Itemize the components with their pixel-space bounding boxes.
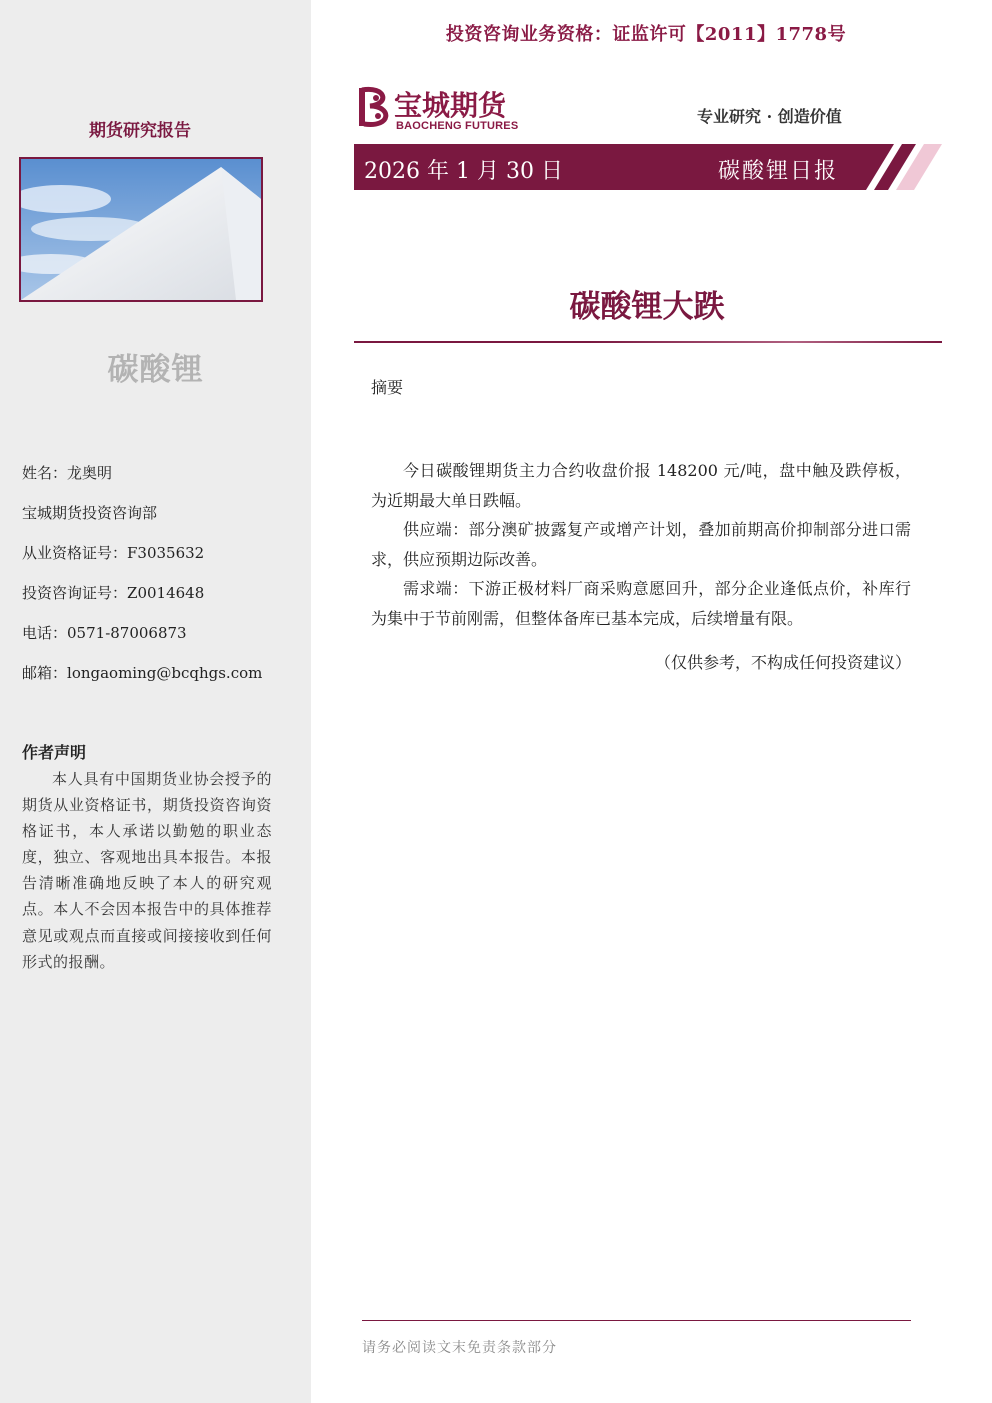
analyst-name: 姓名：龙奥明	[22, 464, 113, 482]
qualification-header: 投资咨询业务资格：证监许可【2011】1778号	[445, 24, 847, 45]
summary-paragraph: 今日碳酸锂期货主力合约收盘价报 148200 元/吨，盘中触及跌停板，为近期最大单日跌幅。	[371, 461, 911, 510]
headline-divider	[354, 341, 942, 343]
qualification-number: 从业资格证号：F3035632	[22, 544, 205, 562]
declaration-text: 本人具有中国期货业协会授予的期货从业资格证书，期货投资咨询资格证书，本人承诺以勤勉的职业态度，独立、客观地出具本报告。本报告清晰准确地反映了本人的研究观点。本人不会因本报告中的具体推荐意见或观点而直接或间接接收到任何形式的报酬。	[22, 770, 272, 971]
disclaimer-note: （仅供参考，不构成任何投资建议）	[654, 653, 911, 672]
demand-paragraph: 需求端：下游正极材料厂商采购意愿回升，部分企业逢低点价，补库行为集中于节前刚需，但整体备库已基本完成，后续增量有限。	[371, 579, 911, 628]
declaration-title: 作者声明	[22, 743, 87, 762]
cover-photo	[19, 157, 263, 302]
tagline: 专业研究 · 创造价值	[697, 107, 842, 126]
footer-divider	[362, 1320, 911, 1321]
email-link[interactable]: longaoming@bcqhgs.com	[67, 664, 263, 682]
headline: 碳酸锂大跌	[569, 289, 725, 325]
report-type: 碳酸锂日报	[718, 159, 839, 184]
logo-text-cn: 宝城期货	[394, 89, 507, 122]
abstract-label: 摘要	[371, 378, 404, 397]
phone: 电话：0571-87006873	[22, 624, 187, 642]
report-date: 2026 年 1 月 30 日	[364, 159, 563, 184]
analyst-department: 宝城期货投资咨询部	[22, 504, 158, 522]
company-logo-icon	[356, 84, 394, 130]
commodity-name: 碳酸锂	[107, 352, 204, 388]
sidebar	[0, 0, 311, 1403]
logo-text-en: BAOCHENG FUTURES	[396, 120, 519, 132]
report-category: 期货研究报告	[89, 121, 191, 141]
email: 邮箱：longaoming@bcqhgs.com	[22, 664, 263, 682]
supply-paragraph: 供应端：部分澳矿披露复产或增产计划，叠加前期高价抑制部分进口需求，供应预期边际改善。	[371, 520, 911, 569]
consulting-number: 投资咨询证号：Z0014648	[22, 584, 205, 602]
footer-note: 请务必阅读文末免责条款部分	[362, 1340, 557, 1356]
